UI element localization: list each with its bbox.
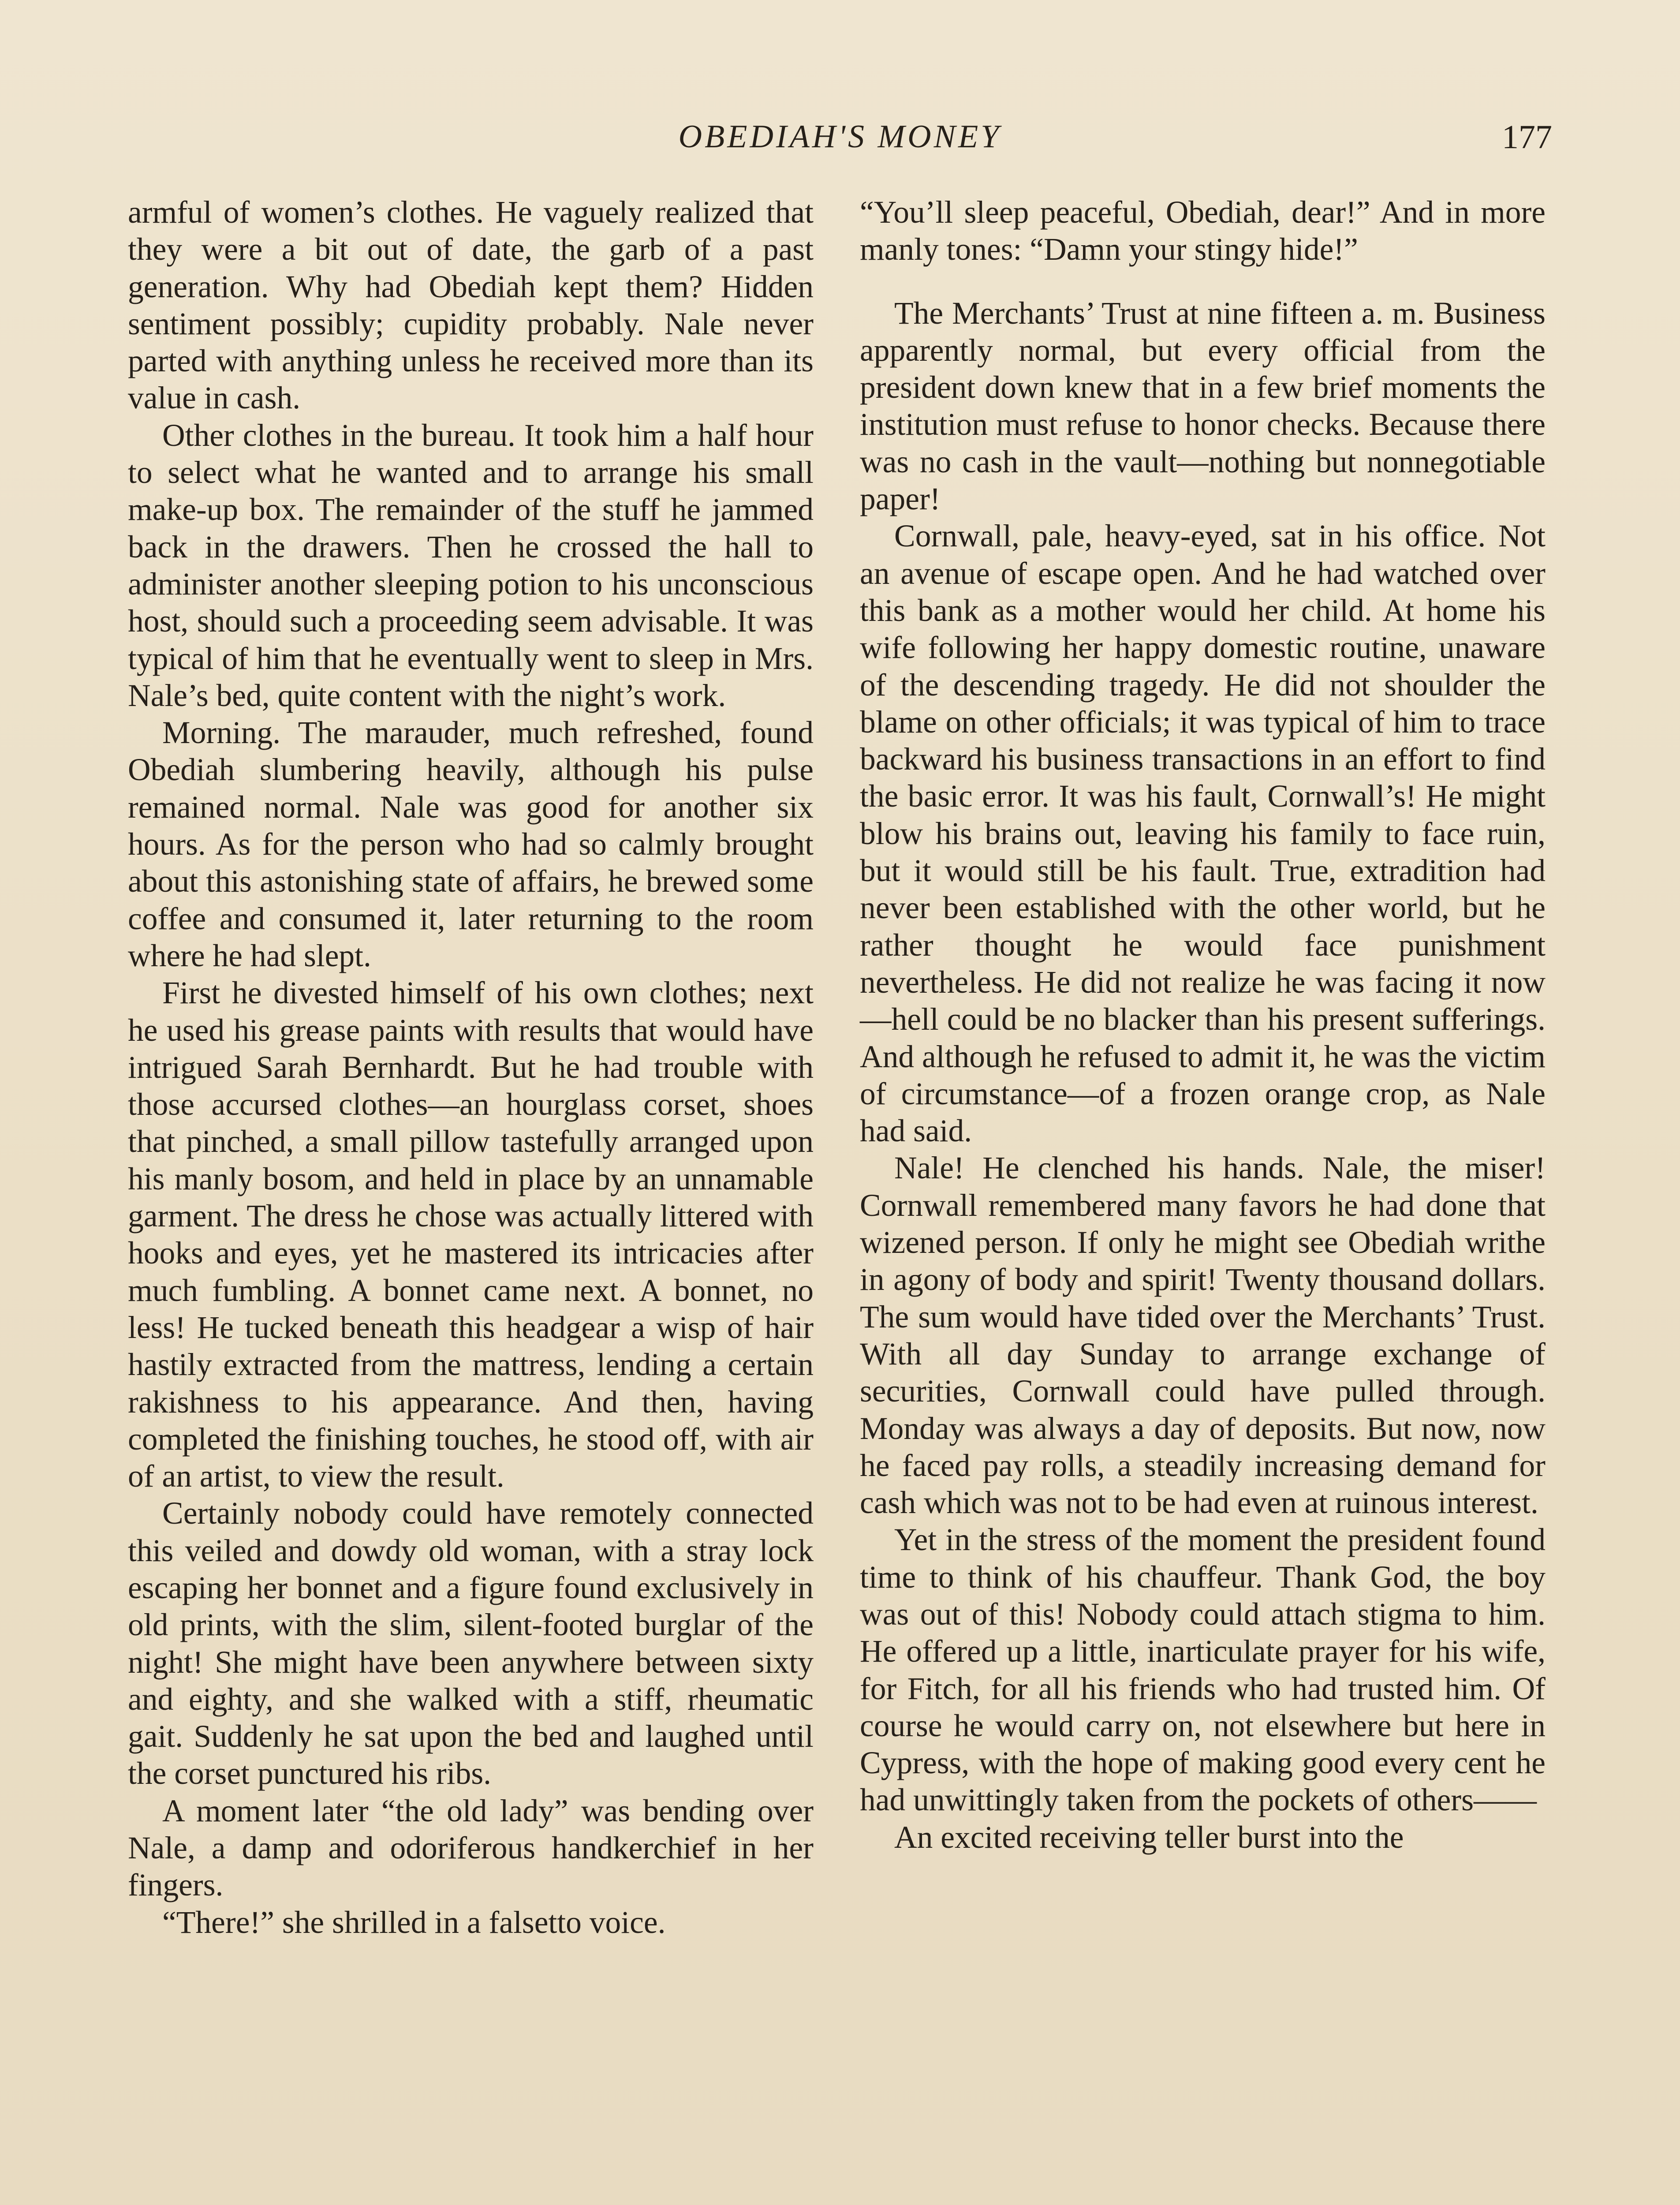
paragraph: “You’ll sleep peaceful, Obediah, dear!” And in more manly tones: “Damn your stingy hide!” <box>860 195 1546 267</box>
paragraph: Other clothes in the bureau. It took him a half hour to select what he wanted and to arrange his small make-up box. The remainder of the stuff he jammed back in the drawers. Then he crossed the hall to administer another sleeping potion to his unconscious host, should such a proceeding seem advisable. It was typical of him that he eventually went to sleep in Mrs. Nale’s bed, quite content with the night’s work. <box>128 418 814 713</box>
paragraph: An excited receiving teller burst into the <box>894 1820 1404 1855</box>
paragraph: The Merchants’ Trust at nine fifteen a. m. Business apparently normal, but every official from the president down knew that in a few brief moments the institution must refuse to honor checks. Because there was no cash in the vault—nothing but nonnegotiable paper! <box>860 295 1546 517</box>
page-number: 177 <box>1502 119 1552 156</box>
left-column <box>128 194 814 1941</box>
paragraph: “There!” she shrilled in a falsetto voice. <box>162 1905 666 1940</box>
running-title: OBEDIAH'S MONEY <box>678 119 1002 155</box>
paragraph: Nale! He clenched his hands. Nale, the miser! Cornwall remembered many favors he had done that wizened person. If only he might see Obediah writhe in agony of body and spirit! Twenty thousand dollars. The sum would have tided over the Merchants’ Trust. With all day Sunday to arrange exchange of securities, Cornwall could have pulled through. Monday was always a day of deposits. But now, now he faced pay rolls, a steadily increasing demand for cash which was not to be had even at ruinous interest. <box>860 1151 1546 1521</box>
right-column <box>860 194 1546 1856</box>
paragraph: A moment later “the old lady” was bending over Nale, a damp and odoriferous handkerchief in her fingers. <box>128 1793 814 1903</box>
paragraph: Yet in the stress of the moment the president found time to think of his chauffeur. Thank God, the boy was out of this! Nobody could attach stigma to him. He offered up a little, inarticulate prayer for his wife, for Fitch, for all his friends who had trusted him. Of course he would carry on, not elsewhere but here in Cypress, with the hope of making good every cent he had unwittingly taken from the pockets of others—— <box>860 1522 1546 1818</box>
paragraph: First he divested himself of his own clothes; next he used his grease paints with results that would have intrigued Sarah Bernhardt. But he had trouble with those accursed clothes—an hourglass corset, shoes that pinched, a small pillow tastefully arranged upon his manly bosom, and held in place by an unnamable garment. The dress he chose was actually littered with hooks and eyes, yet he mastered its intricacies after much fumbling. A bonnet came next. A bonnet, no less! He tucked beneath this headgear a wisp of hair hastily extracted from the mattress, lending a certain rakishness to his appearance. And then, having completed the finishing touches, he stood off, with air of an artist, to view the result. <box>128 975 814 1494</box>
paragraph: Morning. The marauder, much refreshed, found Obediah slumbering heavily, although his pulse remained normal. Nale was good for another six hours. As for the person who had so calmly brought about this astonishing state of affairs, he brewed some coffee and consumed it, later returning to the room where he had slept. <box>128 715 814 973</box>
paragraph: armful of women’s clothes. He vaguely realized that they were a bit out of date, the garb of a past generation. Why had Obediah kept them? Hidden sentiment possibly; cupidity probably. Nale never parted with anything unless he received more than its value in cash. <box>128 195 814 416</box>
paragraph: Certainly nobody could have remotely connected this veiled and dowdy old woman, with a stray lock escaping her bonnet and a figure found exclusively in old prints, with the slim, silent-footed burglar of the night! She might have been anywhere between sixty and eighty, and she walked with a stiff, rheumatic gait. Suddenly he sat upon the bed and laughed until the corset punctured his ribs. <box>128 1496 814 1791</box>
paragraph: Cornwall, pale, heavy-eyed, sat in his office. Not an avenue of escape open. And he had watched over this bank as a mother would her child. At home his wife following her happy domestic routine, unaware of the descending tragedy. He did not shoulder the blame on other officials; it was typical of him to trace backward his business transactions in an effort to find the basic error. It was his fault, Cornwall’s! He might blow his brains out, leaving his family to face ruin, but it would still be his fault. True, extradition had never been established with the other world, but he rather thought he would face punishment nevertheless. He did not realize he was facing it now—hell could be no blacker than his present sufferings. And although he refused to admit it, he was the victim of circumstance—of a frozen orange crop, as Nale had said. <box>860 519 1546 1149</box>
page-header <box>128 118 1552 171</box>
